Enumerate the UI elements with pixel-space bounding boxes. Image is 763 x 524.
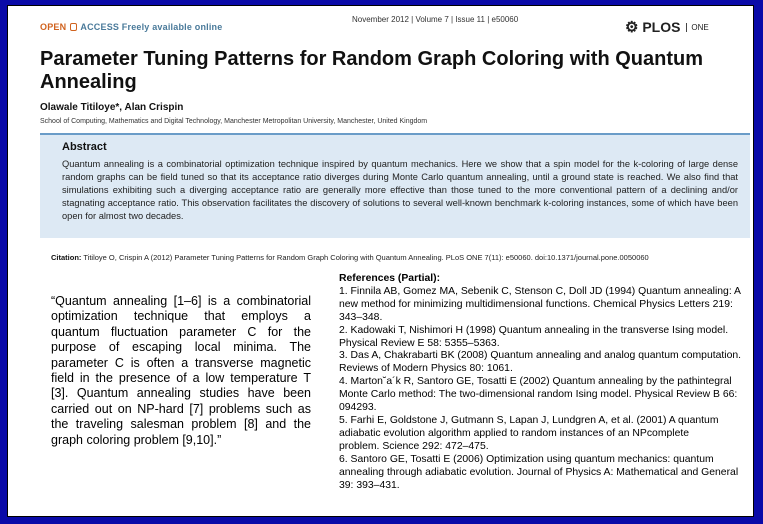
abstract-box xyxy=(40,133,750,238)
reference-item: 3. Das A, Chakrabarti BK (2008) Quantum annealing and analog quantum computation. Reviews of Modern Physics 80: 1061. xyxy=(339,350,742,375)
journal-logo-text: PLOS xyxy=(642,19,681,35)
citation xyxy=(51,252,741,263)
issue-info: November 2012 | Volume 7 | Issue 11 | e50060 xyxy=(352,15,519,24)
journal-logo xyxy=(625,18,709,36)
paper-title: Parameter Tuning Patterns for Random Graph Coloring with Quantum Annealing xyxy=(40,48,704,93)
open-access-rest: ACCESS Freely available online xyxy=(80,22,223,32)
paper-affiliation: School of Computing, Mathematics and Digital Technology, Manchester Metropolitan University, Manchester, United Kingdom xyxy=(40,118,428,125)
reference-item: 1. Finnila AB, Gomez MA, Sebenik C, Stenson C, Doll JD (1994) Quantum annealing: A new method for minimizing multidimensional functions. Chemical Physics Letters 219: 343–348. xyxy=(339,285,741,323)
abstract-heading: Abstract xyxy=(62,141,107,153)
journal-logo-suffix: ONE xyxy=(686,23,708,32)
reference-item: 5. Farhi E, Goldstone J, Gutmann S, Lapan J, Lundgren A, et al. (2001) A quantum adiabatic evolution algorithm applied to random instances of an NPcomplete xyxy=(339,414,719,439)
paper-authors: Olawale Titiloye*, Alan Crispin xyxy=(40,102,184,113)
reference-item: problem. Science 292: 472–475. xyxy=(339,440,489,452)
quote-text: “Quantum annealing [1–6] is a combinatorial optimization technique that employs a quantum fluctuation parameter C for the purpose of escaping local minima. The parameter C is often a transverse magnetic field in the presence of a low temperature T [3]. Quantum annealing studies have been carried out on NP-hard [7] problems such as the traveling salesman problem [8] and the graph coloring problem [9,10].” xyxy=(51,294,311,447)
citation-text: Titiloye O, Crispin A (2012) Parameter Tuning Patterns for Random Graph Coloring with Quantum Annealing. PLoS ONE 7(11): e50060. doi:10.1371/journal.pone.0050060 xyxy=(83,253,649,262)
plos-gear-icon: ⚙ xyxy=(625,19,639,36)
references-list xyxy=(339,273,749,492)
reference-item: 4. Marton˘a´k R, Santoro GE, Tosatti E (2002) Quantum annealing by the pathintegral Monte Carlo method: The two-dimensional random Ising model. Physical Review B 66: 094293. xyxy=(339,376,738,414)
open-access-badge xyxy=(40,22,222,32)
reference-item: 6. Santoro GE, Tosatti E (2006) Optimization using quantum mechanics: quantum annealing through adiabatic evolution. Journal of Physics A: Mathematical and General 39: 393–431. xyxy=(339,453,739,491)
open-lock-icon xyxy=(70,23,77,31)
references-heading: References (Partial): xyxy=(339,273,441,284)
slide-frame xyxy=(7,5,754,517)
citation-label: Citation: xyxy=(51,253,82,262)
reference-item: 2. Kadowaki T, Nishimori H (1998) Quantum annealing in the transverse Ising model. Physical Review E 58: 5355–5363. xyxy=(339,324,729,349)
open-access-label: OPEN xyxy=(40,22,67,32)
abstract-text: Quantum annealing is a combinatorial optimization technique inspired by quantum mechanics. Here we show that a spin model for the k-coloring of large dense random graphs can be field tuned so that its acceptance ratio diverges during Monte Carlo quantum annealing, until a ground state is reached. We also find that simulations exhibiting such a diverging acceptance ratio are generally more effective than those tuned to the more conventional pattern of a declining and/or stagnating acceptance ratio. This observation facilitates the discovery of solutions to several well-known benchmark k-coloring instances, some of which have been open for almost two decades. xyxy=(62,159,738,221)
